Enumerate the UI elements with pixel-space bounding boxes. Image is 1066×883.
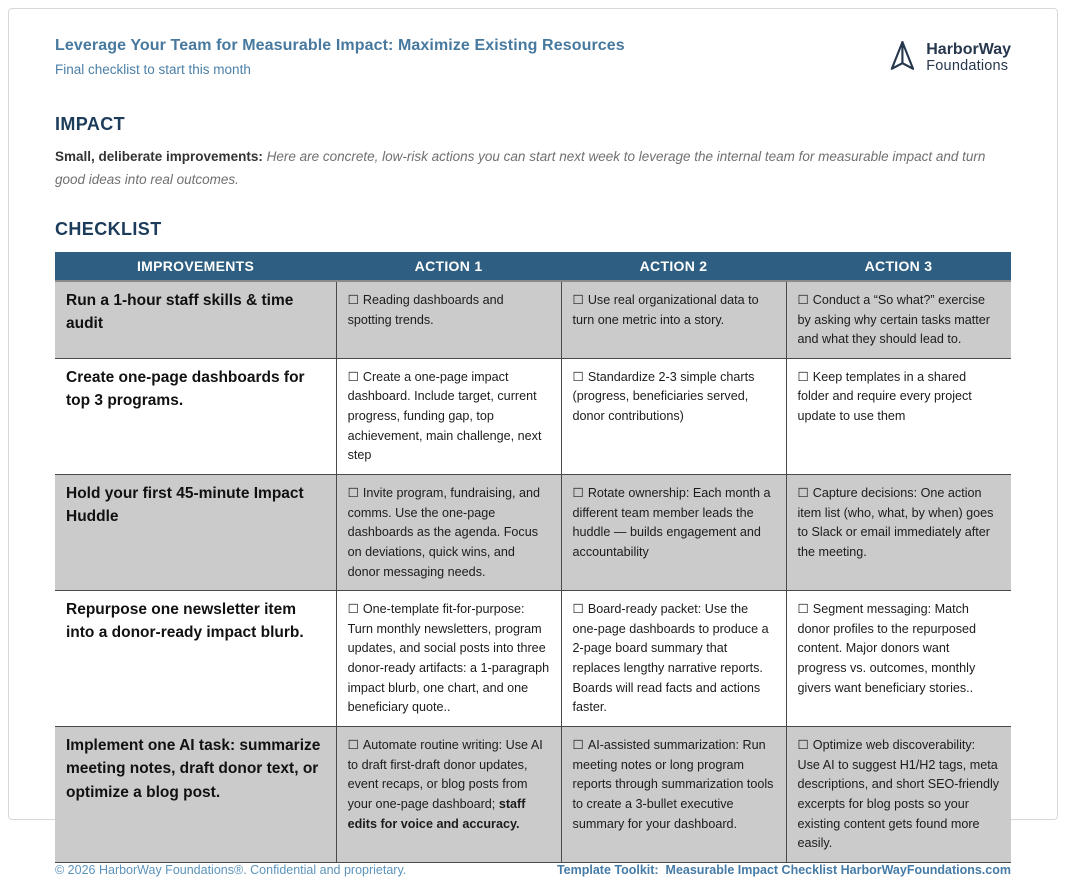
action-text: AI-assisted summarization: Run meeting notes or long program reports through summarization tools to create a 3-bullet executive summary for your dashboard. xyxy=(572,738,774,831)
improvement-cell: Run a 1-hour staff skills & time audit xyxy=(55,281,336,358)
checkbox-icon[interactable]: ☐ xyxy=(572,292,584,307)
checkbox-icon[interactable]: ☐ xyxy=(347,369,359,384)
checkbox-icon[interactable]: ☐ xyxy=(797,486,809,500)
action-cell xyxy=(336,281,561,358)
sail-logo-icon xyxy=(885,39,919,78)
checkbox-icon[interactable]: ☐ xyxy=(572,602,584,617)
footer-toolkit-link: Template Toolkit: Measurable Impact Checklist HarborWayFoundations.com xyxy=(556,862,1011,877)
document-header xyxy=(55,37,1011,78)
action-cell xyxy=(336,358,561,474)
table-row xyxy=(55,358,1011,474)
action-cell xyxy=(561,358,786,474)
page-subtitle: Final checklist to start this month xyxy=(55,62,251,77)
action-cell xyxy=(786,591,1011,727)
action-cell xyxy=(561,281,786,358)
checkbox-icon[interactable]: ☐ xyxy=(572,738,584,753)
action-text: Invite program, fundraising, and comms. Use the one-page dashboards as the agenda. Focus on deviations, quick wins, and donor messaging needs. xyxy=(347,486,540,579)
logo-subname: Foundations xyxy=(926,58,1009,75)
column-header-action1: ACTION 1 xyxy=(336,252,561,281)
action-text: Use real organizational data to turn one metric into a story. xyxy=(572,292,759,327)
checkbox-icon[interactable]: ☐ xyxy=(572,486,584,500)
checklist-table xyxy=(55,252,1011,863)
table-header-row xyxy=(55,252,1011,281)
action-text: Segment messaging: Match donor profiles to the repurposed content. Major donors want progress vs. outcomes, monthly givers want beneficiary stories.. xyxy=(797,602,977,695)
checkbox-icon[interactable]: ☐ xyxy=(347,738,359,753)
checkbox-icon[interactable]: ☐ xyxy=(797,738,809,753)
action-text: Reading dashboards and spotting trends. xyxy=(347,292,504,327)
impact-lead: Small, deliberate improvements: xyxy=(55,149,263,164)
action-text: Keep templates in a shared folder and require every project update to use them xyxy=(797,369,972,424)
action-cell xyxy=(561,591,786,727)
action-cell xyxy=(336,475,561,591)
checkbox-icon[interactable]: ☐ xyxy=(797,602,809,617)
action-cell xyxy=(561,727,786,863)
table-row xyxy=(55,475,1011,591)
table-row xyxy=(55,281,1011,358)
action-text: Capture decisions: One action item list (who, what, by when) goes to Slack or email immediately after the meeting. xyxy=(797,486,994,559)
action-cell xyxy=(561,475,786,591)
action-cell xyxy=(336,727,561,863)
improvement-cell: Implement one AI task: summarize meeting notes, draft donor text, or optimize a blog post. xyxy=(55,727,336,863)
logo-name: HarborWay xyxy=(926,41,1011,59)
document-page xyxy=(8,8,1058,877)
improvement-cell: Hold your first 45-minute Impact Huddle xyxy=(55,475,336,591)
action-text-bold: staff edits for voice and accuracy. xyxy=(347,796,526,831)
checkbox-icon[interactable]: ☐ xyxy=(797,292,809,307)
action-cell xyxy=(786,281,1011,358)
checkbox-icon[interactable]: ☐ xyxy=(797,369,809,384)
checkbox-icon[interactable]: ☐ xyxy=(347,292,359,307)
column-header-action2: ACTION 2 xyxy=(561,252,786,281)
checkbox-icon[interactable]: ☐ xyxy=(347,486,359,500)
improvement-cell: Create one-page dashboards for top 3 programs. xyxy=(55,358,336,474)
action-text: Automate routine writing: Use AI to draft first-draft donor updates, event recaps, or blog posts from your one-page dashboard; xyxy=(347,738,543,811)
footer-copyright: © 2026 HarborWay Foundations®. Confidential and proprietary. xyxy=(55,862,407,877)
checkbox-icon[interactable]: ☐ xyxy=(572,369,584,384)
action-text: One-template fit-for-purpose: Turn monthly newsletters, program updates, and social posts into three donor-ready artifacts: a 1-paragraph impact blurb, one chart, and one beneficiary quote.. xyxy=(347,602,550,715)
action-cell xyxy=(786,727,1011,863)
impact-heading: IMPACT xyxy=(55,114,126,134)
improvement-cell: Repurpose one newsletter item into a donor-ready impact blurb. xyxy=(55,591,336,727)
action-text: Standardize 2-3 simple charts (progress, beneficiaries served, donor contributions) xyxy=(572,369,755,424)
action-text: Create a one-page impact dashboard. Include target, current progress, funding gap, top achievement, main challenge, next step xyxy=(347,369,542,463)
page-title: Leverage Your Team for Measurable Impact: Maximize Existing Resources xyxy=(55,37,625,54)
action-cell xyxy=(336,591,561,727)
checkbox-icon[interactable]: ☐ xyxy=(347,602,359,617)
document-footer xyxy=(55,863,1011,883)
action-text: Rotate ownership: Each month a different team member leads the huddle — builds engagement and accountability xyxy=(572,486,771,559)
table-row xyxy=(55,727,1011,863)
harborway-logo xyxy=(885,39,1011,78)
action-cell xyxy=(786,358,1011,474)
action-text: Optimize web discoverability: Use AI to suggest H1/H2 tags, meta descriptions, and short SEO-friendly excerpts for blog posts so your existing content gets found more easily. xyxy=(797,738,1000,851)
action-text: Conduct a “So what?” exercise by asking why certain tasks matter and what they should lead to. xyxy=(797,292,990,347)
checklist-heading: CHECKLIST xyxy=(55,218,162,239)
impact-lead-text: Here are concrete, low-risk actions you can start next week to leverage the internal team for measurable impact and turn good ideas into real outcomes. xyxy=(55,149,986,187)
action-cell xyxy=(786,475,1011,591)
logo-text xyxy=(926,42,1011,74)
table-row xyxy=(55,591,1011,727)
impact-description xyxy=(55,146,1011,192)
action-text: Board-ready packet: Use the one-page dashboards to produce a 2-page board summary that replaces lengthy narrative reports. Boards will read facts and actions faster. xyxy=(572,602,769,715)
column-header-improvements: IMPROVEMENTS xyxy=(55,252,336,281)
title-block xyxy=(55,37,625,77)
column-header-action3: ACTION 3 xyxy=(786,252,1011,281)
